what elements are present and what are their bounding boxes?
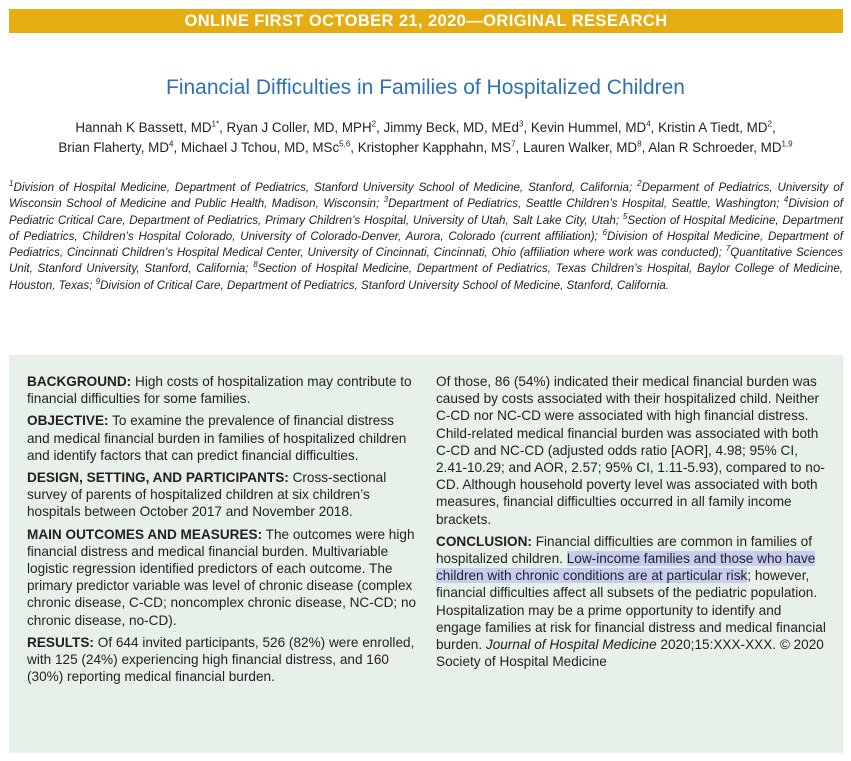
abstract-box [9, 355, 843, 753]
section-banner: ONLINE FIRST OCTOBER 21, 2020—ORIGINAL RESEARCH [9, 9, 843, 33]
affiliation-item: Division of Hospital Medicine, Department of Pediatrics, Stanford University School of Medicine, Stanford, California; [13, 181, 638, 194]
journal-name: Journal of Hospital Medicine [485, 637, 657, 653]
affiliation-item: Quantitative Sciences Unit, Stanford University, Stanford, California; [9, 246, 843, 276]
author: Hannah K Bassett, $MD^{1*}$ [75, 119, 220, 135]
author: Lauren Walker, $MD^8$ [523, 139, 642, 155]
author: Ryan J Coller, MD, MPH$^2$ [226, 119, 377, 135]
author: Kristin A Tiedt, $MD^2$ [658, 119, 772, 135]
author: Kevin Hummel, $MD^4$ [530, 119, 651, 135]
abstract-right-column [436, 373, 826, 675]
results-continued: Of those, 86 (54%) indicated their medical financial burden was caused by costs associated with their hospitalized child. Neither C-CD nor NC-CD were associated with high financial distress. Child-related medical financial burden was associated with both C-CD and NC-CD (adjusted odds ratio [AOR], 4.98; 95% CI, 2.41-10.29; and AOR, 2.57; 95% CI, 1.11-5.93), compared to no-CD. Although household poverty level was associated with both measures, financial difficulties occurred in all family income brackets. [436, 374, 825, 527]
author: Brian Flaherty, $MD^4$ [58, 139, 174, 155]
results-section: RESULTS: Of 644 invited participants, 526 (82%) were enrolled, with 125 (24%) experiencing high financial distress, and 160 (30%) reporting medical financial burden. [27, 634, 415, 685]
conclusion-section: CONCLUSION: Financial difficulties are common in families of hospitalized children. Low-income families and those who have children with chronic conditions are at particular risk; however, financial difficulties affect all subsets of the pediatric population. Hospitalization may be a prime opportunity to identify and engage families at risk for financial distress and medical financial burden. Journal of Hospital Medicine 2020;15:XXX-XXX. © 2020 Society of Hospital Medicine [436, 533, 826, 670]
author: Kristopher Kapphahn, $MS^7$ [357, 139, 516, 155]
affiliation-item: Department of Pediatrics, Seattle Children’s Hospital, Seattle, Washington; [388, 197, 784, 211]
affiliation-item: Section of Hospital Medicine, Department of Pediatrics, Children’s Hospital Colorado, University of Colorado-Denver, Aurora, Colorado (current affiliation); [9, 213, 843, 243]
design-section: DESIGN, SETTING, AND PARTICIPANTS: Cross-sectional survey of parents of hospitalized children at six children’s hospitals between October 2017 and November 2018. [27, 470, 387, 520]
affiliation-item: Division of Hospital Medicine, Department of Pediatrics, Cincinnati Children’s Hospital Medical Center, University of Cincinnati, Cincinnati, Ohio (affiliation where work was conducted); [9, 229, 843, 260]
objective-section: OBJECTIVE: To examine the prevalence of financial distress and medical financial burden in families of hospitalized children and identify factors that can predict financial difficulties. [27, 413, 407, 463]
abstract-left-column [27, 373, 417, 690]
affiliations: $^1$Division of Hospital Medicine, Department of Pediatrics, Stanford University School of Medicine, Stanford, California; $^2$Deparment of Pediatrics, University of Wisconsin School of Medicine and Public Health, Madison, Wisconsin; $^3$Department of Pediatrics, Seattle Children’s Hospital, Seattle, Washington; $^4$Division of Pediatric Critical Care, Department of Pediatrics, Primary Children’s Hospital, University of Utah, Salt Lake City, Utah; $^5$Section of Hospital Medicine, Department of Pediatrics, Children’s Hospital Colorado, University of Colorado-Denver, Aurora, Colorado (current affiliation); $^6$Division of Hospital Medicine, Department of Pediatrics, Cincinnati Children’s Hospital Medical Center, University of Cincinnati, Cincinnati, Ohio (affiliation where work was conducted); $^7$Quantitative Sciences Unit, Stanford University, Stanford, California; $^8$Section of Hospital Medicine, Department of Pediatrics, Texas Children’s Hospital, Baylor College of Medicine, Houston, Texas; $^9$Division of Critical Care, Department of Pediatrics, Stanford University School of Medicine, Stanford, California. [9, 179, 843, 292]
author: Jimmy Beck, MD, MEd$^3$ [383, 119, 524, 135]
article-title: Financial Difficulties in Families of Hospitalized Children [166, 76, 685, 99]
author-list: Hannah K Bassett, $MD^{1*}$, Ryan J Coller, MD, MPH$^2$, Jimmy Beck, MD, MEd$^3$, Kevin Hummel, $MD^4$, Kristin A Tiedt, $MD^2$, Brian Flaherty, $MD^4$, Michael J Tchou, MD, MSc$^{5,6}$, Kristopher Kapphahn, $MS^7$, Lauren Walker, $MD^8$, Alan R Schroeder, MD$^{1,9}$ [58, 119, 793, 155]
author: Michael J Tchou, MD, MSc$^{5,6}$ [180, 139, 351, 155]
highlighted-text[interactable]: Low-income families and those who have children with chronic conditions are at particular risk [436, 551, 816, 584]
background-section: BACKGROUND: High costs of hospitalization may contribute to financial difficulties for some families. [27, 374, 412, 407]
affiliation-item: Division of Critical Care, Department of Pediatrics, Stanford University School of Medicine, Stanford, California. [100, 278, 670, 292]
outcomes-section: MAIN OUTCOMES AND MEASURES: The outcomes were high financial distress and medical financial burden. Multivariable logistic regression identified predictors of each outcome. The primary predictor variable was level of chronic disease (complex chronic disease, C-CD; noncomplex chronic disease, NC-CD; no chronic disease, no-CD). [27, 526, 417, 628]
author: Alan R Schroeder, MD$^{1,9}$ [648, 139, 793, 155]
affiliation-item: Deparment of Pediatrics, University of Wisconsin School of Medicine and Public Health, Madison, Wisconsin; [9, 181, 843, 211]
affiliation-item: Division of Pediatric Critical Care, Department of Pediatrics, Primary Children’s Hospital, University of Utah, Salt Lake City, Utah; [9, 197, 843, 227]
affiliation-item: Section of Hospital Medicine, Department of Pediatrics, Texas Children’s Hospital, Baylor College of Medicine, Houston, Texas; [9, 262, 843, 292]
